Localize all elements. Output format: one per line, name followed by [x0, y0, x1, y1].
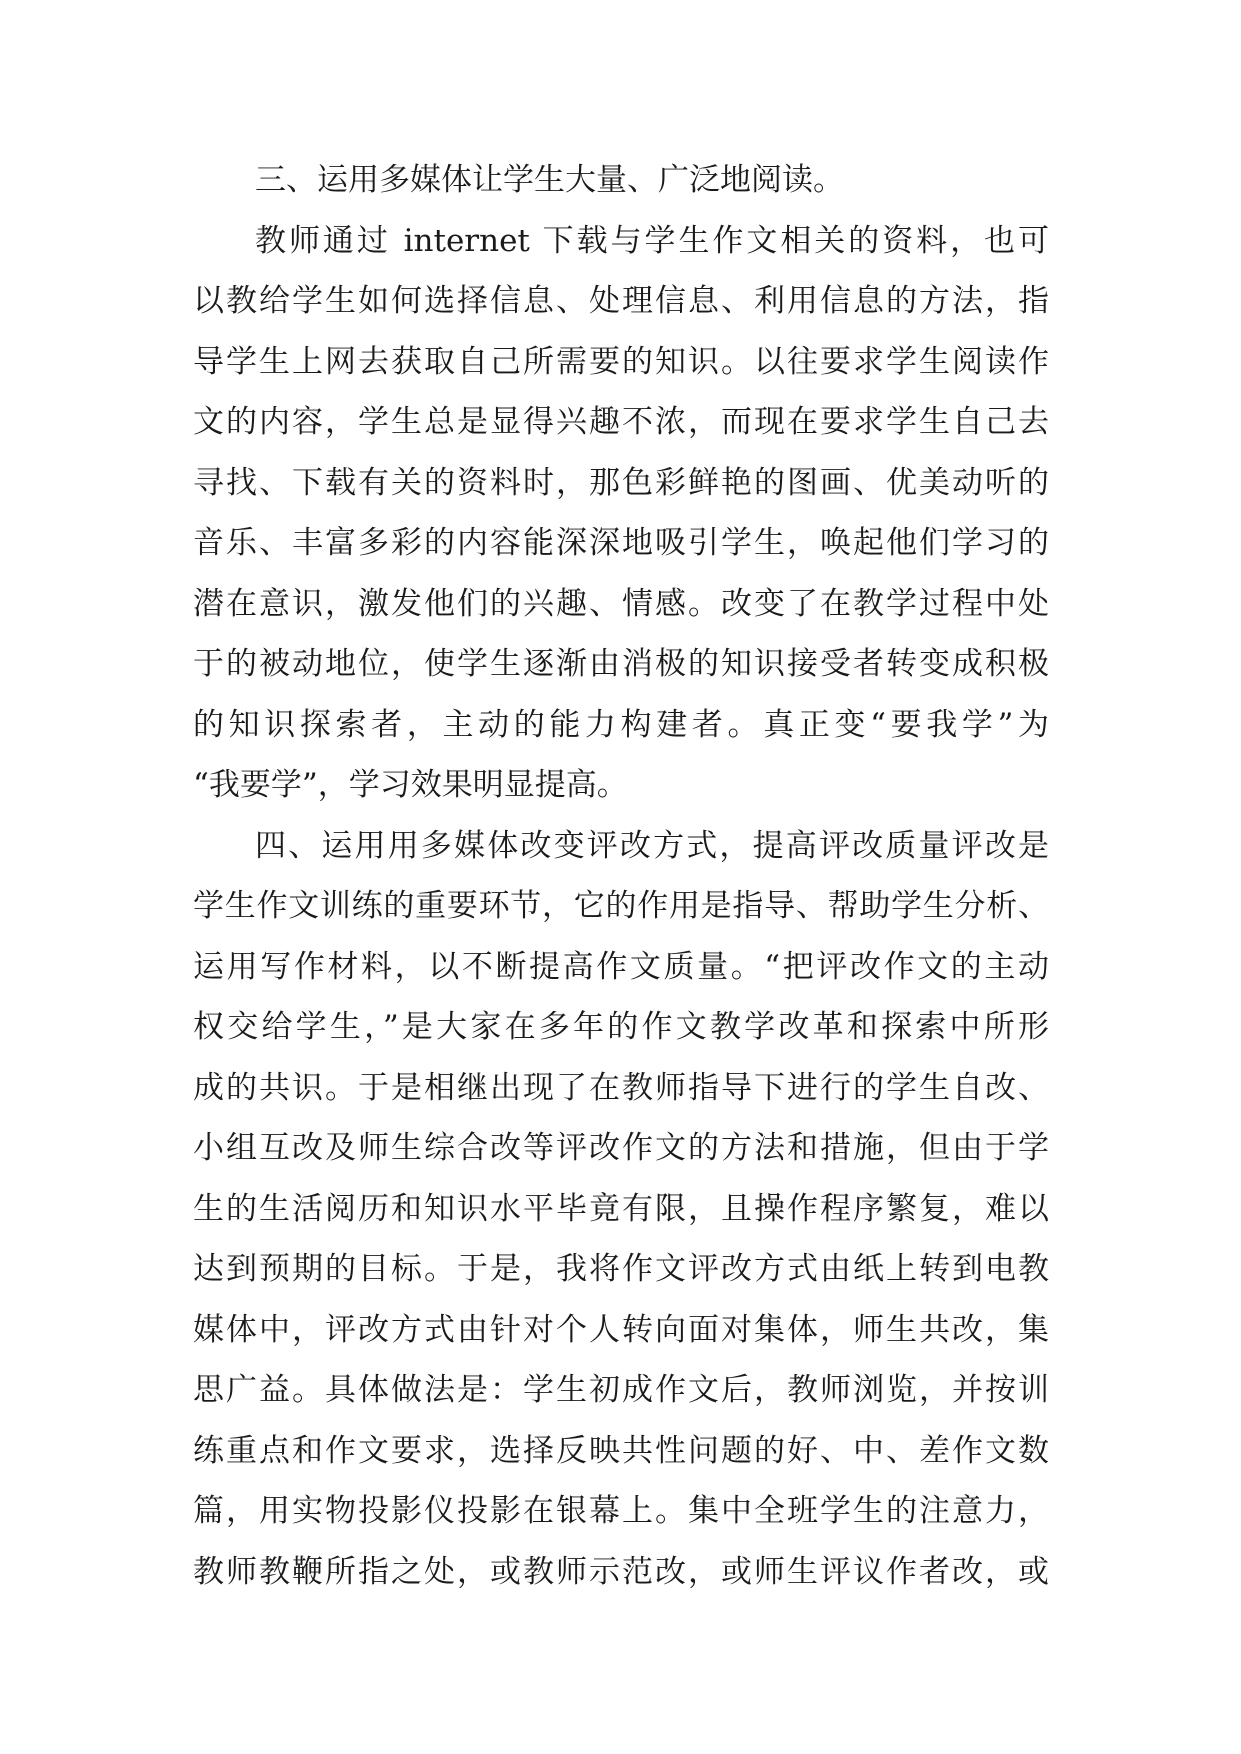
paragraph-line: 音乐、丰富多彩的内容能深深地吸引学生，唤起他们学习的: [193, 525, 1049, 561]
section-heading-four: 四、运用用多媒体改变评改方式，提高评改质量评改是: [255, 827, 1049, 864]
paragraph-line: 潜在意识，激发他们的兴趣、情感。改变了在教学过程中处: [193, 585, 1049, 622]
paragraph-line: 权交给学生，”是大家在多年的作文教学改革和探索中所形: [193, 1009, 1049, 1045]
paragraph-line: 寻找、下载有关的资料时，那色彩鲜艳的图画、优美动听的: [193, 464, 1049, 501]
paragraph-line: 达到预期的目标。于是，我将作文评改方式由纸上转到电教: [193, 1251, 1049, 1287]
paragraph-line: 思广益。具体做法是：学生初成作文后，教师浏览，并按训: [193, 1372, 1049, 1408]
paragraph-line: 的知识探索者，主动的能力构建者。真正变“要我学”为: [193, 706, 1049, 743]
paragraph-line: 导学生上网去获取自己所需要的知识。以往要求学生阅读作: [193, 343, 1049, 380]
paragraph-line: 教师教鞭所指之处，或教师示范改，或师生评议作者改，或: [193, 1553, 1049, 1590]
paragraph-line: 成的共识。于是相继出现了在教师指导下进行的学生自改、: [193, 1069, 1049, 1106]
paragraph-line: 以教给学生如何选择信息、处理信息、利用信息的方法，指: [193, 283, 1049, 319]
paragraph-line: 练重点和作文要求，选择反映共性问题的好、中、差作文数: [193, 1432, 1049, 1469]
paragraph-line: 运用写作材料，以不断提高作文质量。“把评改作文的主动: [193, 948, 1049, 985]
paragraph-line: 于的被动地位，使学生逐渐由消极的知识接受者转变成积极: [193, 646, 1049, 682]
section-heading-three: 三、运用多媒体让学生大量、广泛地阅读。: [255, 162, 844, 198]
paragraph-line: 学生作文训练的重要环节，它的作用是指导、帮助学生分析、: [193, 888, 1049, 924]
paragraph-line: 教师通过 internet 下载与学生作文相关的资料，也可: [255, 222, 1049, 259]
paragraph-line: “我要学”，学习效果明显提高。: [193, 767, 628, 803]
paragraph-line: 媒体中，评改方式由针对个人转向面对集体，师生共改，集: [193, 1311, 1049, 1348]
paragraph-line: 文的内容，学生总是显得兴趣不浓，而现在要求学生自己去: [193, 404, 1049, 440]
paragraph-line: 小组互改及师生综合改等评改作文的方法和措施，但由于学: [193, 1130, 1049, 1166]
document-body: [193, 150, 1049, 1602]
paragraph-line: 篇，用实物投影仪投影在银幕上。集中全班学生的注意力，: [193, 1493, 1049, 1529]
paragraph-line: 生的生活阅历和知识水平毕竟有限，且操作程序繁复，难以: [193, 1190, 1049, 1227]
